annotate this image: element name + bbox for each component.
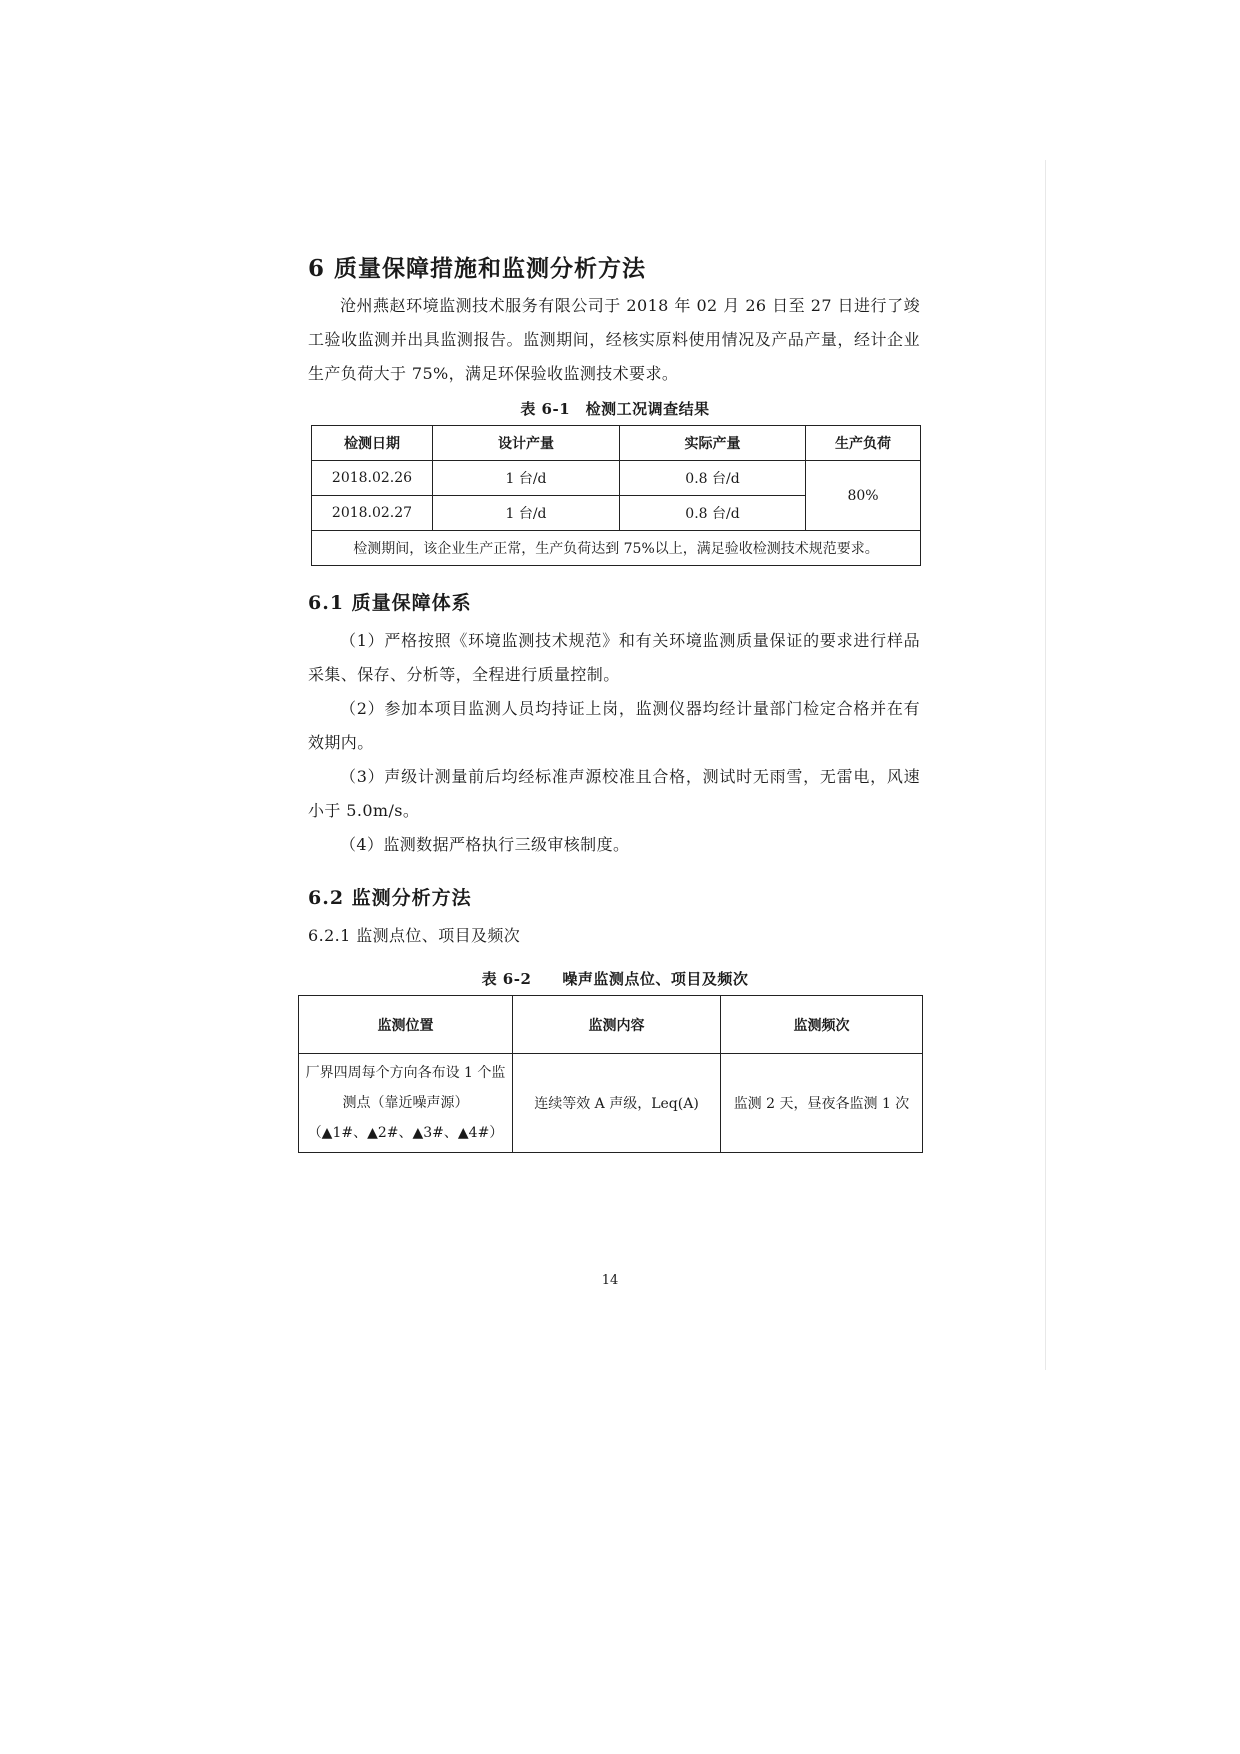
- monitoring-frequency-cell: 监测 2 天，昼夜各监测 1 次: [721, 1054, 923, 1153]
- location-line: 测点（靠近噪声源）: [342, 1095, 469, 1111]
- table-cell: 2018.02.27: [312, 496, 433, 531]
- production-load-cell: 80%: [806, 461, 921, 531]
- location-line: （▲1#、▲2#、▲3#、▲4#）: [307, 1125, 504, 1141]
- page-edge-line: [1045, 160, 1046, 1370]
- column-header: 生产负荷: [806, 426, 921, 461]
- monitoring-location-cell: [299, 1054, 513, 1153]
- qa-item-2: （2）参加本项目监测人员均持证上岗，监测仪器均经计量部门检定合格并在有效期内。: [308, 699, 920, 752]
- qa-item-4: （4）监测数据严格执行三级审核制度。: [340, 835, 630, 854]
- table-row: [299, 1054, 923, 1153]
- table-cell: 1 台/d: [433, 461, 620, 496]
- section-6-heading: 6 质量保障措施和监测分析方法: [308, 255, 647, 282]
- column-header: 设计产量: [433, 426, 620, 461]
- table-6-2-caption: 表 6-2 噪声监测点位、项目及频次: [481, 970, 749, 988]
- column-header: 监测内容: [513, 996, 721, 1054]
- column-header: 监测位置: [299, 996, 513, 1054]
- table-header-row: [299, 996, 923, 1054]
- section-6-2-heading: 6.2 监测分析方法: [308, 887, 472, 909]
- table-header-row: [312, 426, 921, 461]
- page-number: 14: [601, 1273, 619, 1288]
- table-cell: 1 台/d: [433, 496, 620, 531]
- table-cell: 0.8 台/d: [620, 461, 806, 496]
- column-header: 实际产量: [620, 426, 806, 461]
- table-6-1: [311, 425, 921, 566]
- location-line: 厂界四周每个方向各布设 1 个监: [305, 1065, 506, 1081]
- table-note-row: [312, 531, 921, 566]
- table-cell: 0.8 台/d: [620, 496, 806, 531]
- table-note: 检测期间，该企业生产正常，生产负荷达到 75%以上，满足验收检测技术规范要求。: [312, 531, 921, 566]
- qa-item-3: （3）声级计测量前后均经标准声源校准且合格，测试时无雨雪，无雷电，风速小于 5.0m/s。: [308, 767, 920, 820]
- monitoring-content-cell: 连续等效 A 声级，Leq(A): [513, 1054, 721, 1153]
- section-6-intro: 沧州燕赵环境监测技术服务有限公司于 2018 年 02 月 26 日至 27 日进行了竣工验收监测并出具监测报告。监测期间，经核实原料使用情况及产品产量，经计企业生产负荷大于 75%，满足环保验收监测技术要求。: [308, 296, 920, 383]
- table-cell: 2018.02.26: [312, 461, 433, 496]
- table-6-2: [298, 995, 923, 1153]
- table-row: [312, 461, 921, 496]
- subsection-6-2-1-heading: 6.2.1 监测点位、项目及频次: [308, 926, 521, 945]
- column-header: 监测频次: [721, 996, 923, 1054]
- section-6-1-heading: 6.1 质量保障体系: [308, 592, 472, 614]
- column-header: 检测日期: [312, 426, 433, 461]
- table-6-1-caption: 表 6-1 检测工况调查结果: [520, 400, 710, 418]
- qa-item-1: （1）严格按照《环境监测技术规范》和有关环境监测质量保证的要求进行样品采集、保存、分析等，全程进行质量控制。: [308, 631, 920, 684]
